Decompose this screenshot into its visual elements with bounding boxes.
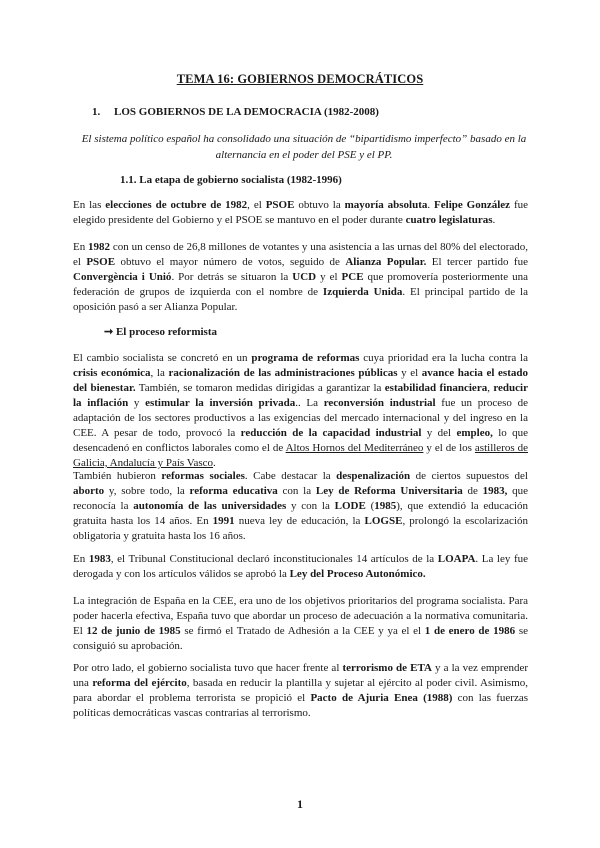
text-run: ), que extendió la educación gratuita hasta los 14 años. En [73,500,529,527]
paragraph [73,240,528,315]
text-run: y el [397,367,422,379]
paragraph [73,198,528,228]
text-run: y, sobre todo, la [104,485,190,497]
text-run: de ciertos supuestos del [410,470,528,482]
bold-text: autonomía de las universidades [133,500,287,512]
bold-text: Ley del Proceso Autonómico. [289,568,426,580]
subsection-heading: 1.1. La etapa de gobierno socialista (1982-1996) [120,174,342,186]
document-title: TEMA 16: GOBIERNOS DEMOCRÁTICOS [176,72,424,86]
paragraph [73,469,528,544]
underlined-text: astilleros de Galicia, Andalucía y País Vasco [73,442,528,469]
text-run: También hubieron [73,470,162,482]
bold-text: 1991 [212,515,235,527]
paragraph [73,594,528,654]
text-run: fue elegido presidente del Gobierno y el PSOE se mantuvo en el poder durante [73,199,528,226]
bold-text: Alianza Popular. [345,256,427,268]
text-run: con la [277,485,316,497]
text-run: El cambio socialista se concretó en un [73,352,252,364]
bold-text: 1983 [88,553,111,565]
bold-text: estabilidad financiera [384,382,488,394]
bold-text: empleo, [456,427,493,439]
text-run: se firmó el Tratado de Adhesión a la CEE y ya el el [180,625,425,637]
text-run: se consiguió su aprobación. [73,625,528,652]
text-run: . [492,214,496,226]
text-run: y el de los [423,442,475,454]
text-run: .. La [295,397,324,409]
bold-text: Felipe González [434,199,511,211]
bold-text: reformas sociales [161,470,245,482]
bold-text: 1983, [482,485,508,497]
bold-text: 1982 [88,241,111,253]
text-run: La integración de España en la CEE, era uno de los objetivos prioritarios del programa socialista. Para poder hacerla efectiva, España tuvo que abordar un proceso de adecuación a la normativa comunitaria. El [73,595,528,637]
bold-text: 12 de junio de 1985 [86,625,181,637]
paragraph [73,552,528,582]
text-run: obtuvo la [294,199,345,211]
bold-text: crisis económica [73,367,151,379]
page-number: 1 [297,797,303,811]
bold-text: reforma del ejército [92,677,187,689]
text-run: . [213,457,216,469]
text-run: que promovería posteriormente una federación de grupos de izquierda con el nombre de [73,271,528,298]
text-run: , prolongó la escolarización obligatoria y gratuita hasta los 16 años. [73,515,528,542]
section-title: LOS GOBIERNOS DE LA DEMOCRACIA (1982-2008) [114,106,379,118]
bold-text: despenalización [336,470,411,482]
text-run: que reconocía la [73,485,528,512]
text-run: ( [365,500,375,512]
bold-text: Pacto de Ajuria Enea (1988) [310,692,453,704]
bold-text: PSOE [265,199,295,211]
bold-text: UCD [292,271,317,283]
text-run: El tercer partido fue [426,256,528,268]
bold-text: terrorismo de ETA [342,662,432,674]
text-run: También, se tomaron medidas dirigidas a garantizar la [135,382,385,394]
text-run: . La ley fue derogada y con los artículos válidos se aprobó la [73,553,528,580]
bold-text: estimular la inversión privada [145,397,296,409]
text-run: y a la vez emprender una [73,662,529,689]
bold-text: LOAPA [437,553,476,565]
bold-text: PCE [341,271,364,283]
intro-paragraph: El sistema político español ha consolidado una situación de “bipartidismo imperfecto” basado en la alternancia en el poder del PSE y el PP. [81,133,527,161]
text-run: y el [316,271,342,283]
text-run: de [462,485,483,497]
bold-text: 1985 [374,500,397,512]
subheading-proceso-reformista: ➞ El proceso reformista [104,326,217,338]
bold-text: reforma educativa [189,485,278,497]
bold-text: avance hacia el estado del bienestar. [73,367,528,394]
section-number: 1. [92,106,101,118]
text-run: y [128,397,146,409]
text-run: fue un proceso de adaptación de los sectores productivos a las exigencias del mercado internacional y del ingreso en la CEE. A pesar de todo, provocó la [73,397,529,439]
bold-text: Convergència i Unió [73,271,172,283]
text-run: con las fuerzas políticas democráticas vascas contrarias al terrorismo. [73,692,528,719]
bold-text: programa de reformas [251,352,360,364]
text-run: , el [247,199,266,211]
bold-text: reducir la inflación [73,382,528,409]
bold-text: reducción de la capacidad industrial [240,427,422,439]
bold-text: LODE [334,500,366,512]
text-run: con un censo de 26,8 millones de votantes y una asistencia a las urnas del 80% del electorado, el [73,241,528,268]
section-heading [92,106,379,118]
bold-text: PSOE [86,256,116,268]
text-run: y con la [286,500,335,512]
bold-text: reconversión industrial [323,397,436,409]
bold-text: LOGSE [364,515,403,527]
text-run: En [73,241,89,253]
text-run: , la [150,367,169,379]
bold-text: mayoría absoluta [344,199,428,211]
bold-text: aborto [73,485,105,497]
text-run: Por otro lado, el gobierno socialista tuvo que hacer frente al [73,662,343,674]
bold-text: Ley de Reforma Universitaria [315,485,463,497]
bold-text: racionalización de las administraciones públicas [168,367,398,379]
text-run: , basada en reducir la plantilla y sujetar al ejército al poder civil. Asimismo, para abordar el problema terrorista se propició el [73,677,528,704]
text-run: , el Tribunal Constitucional declaró inconstitucionales 14 artículos de la [110,553,438,565]
text-run: En [73,553,89,565]
bold-text: elecciones de octubre de 1982 [105,199,248,211]
bold-text: 1 de enero de 1986 [424,625,516,637]
text-run: nueva ley de educación, la [234,515,365,527]
text-run: y del [421,427,457,439]
text-run: obtuvo el mayor número de votos, seguido de [115,256,346,268]
bold-text: Izquierda Unida [322,286,403,298]
text-run: . El principal partido de la oposición pasó a ser Alianza Popular. [73,286,528,313]
text-run: . [427,199,435,211]
text-run: , [487,382,494,394]
paragraph [73,661,528,721]
text-run: cuya prioridad era la lucha contra la [359,352,528,364]
bold-text: cuatro legislaturas [405,214,493,226]
text-run: . Cabe destacar la [244,470,337,482]
text-run: En las [73,199,106,211]
text-run: lo que desencadenó en conflictos laborales como el de [73,427,528,454]
paragraph [73,351,528,471]
underlined-text: Altos Hornos del Mediterráneo [285,442,424,454]
text-run: . Por detrás se situaron la [171,271,293,283]
